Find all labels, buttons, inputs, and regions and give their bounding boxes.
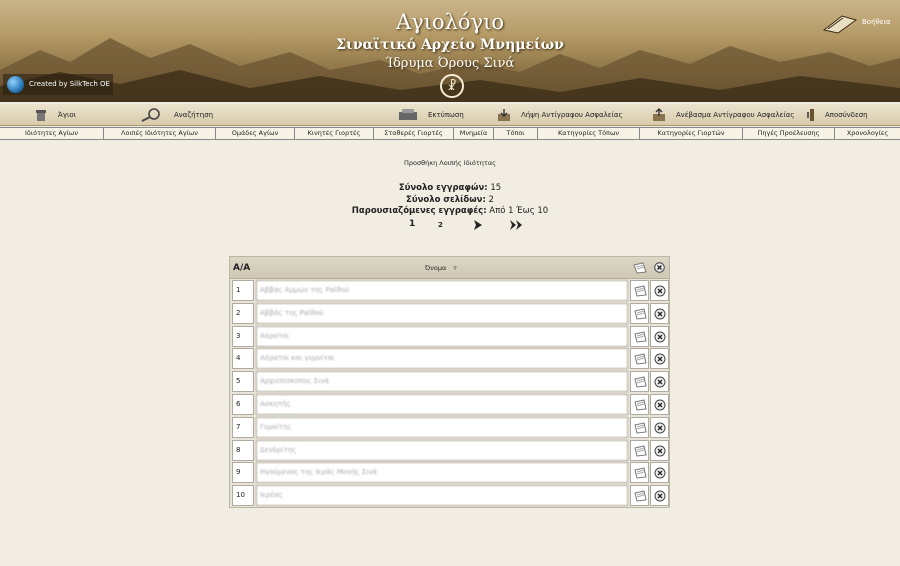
edit-row-button[interactable] (630, 417, 649, 438)
site-subtitle: Σιναϊτικό Αρχείο Μνημείων (336, 37, 564, 53)
table-row (230, 348, 669, 370)
total-records-label: Σύνολο εγγραφών: (398, 183, 488, 193)
main-menu (0, 127, 900, 140)
add-other-property-link[interactable]: Προσθήκη Λοιπής Ιδιότητας (404, 159, 496, 167)
sort-indicator-icon: ▿ (453, 264, 457, 272)
row-name: Αόρατοι και γυμνίται (256, 348, 628, 369)
table-row (230, 371, 669, 393)
edit-row-button[interactable] (630, 303, 649, 324)
edit-row-button[interactable] (630, 462, 649, 483)
row-index: 3 (232, 326, 254, 347)
row-index: 8 (232, 440, 254, 461)
edit-row-button[interactable] (630, 326, 649, 347)
row-index: 4 (232, 348, 254, 369)
pagination (0, 219, 900, 233)
download-backup-label: Λήψη Αντίγραφου Ασφαλείας (521, 111, 623, 119)
help-link[interactable]: Βοήθεια (862, 18, 891, 26)
edit-icon (634, 445, 647, 457)
delete-row-button[interactable] (650, 462, 669, 483)
edit-all-icon (633, 262, 647, 274)
menu-item-other-saint-properties[interactable]: Λοιπές Ιδιότητες Αγίων (104, 128, 216, 139)
logout-label: Αποσύνδεση (825, 111, 868, 119)
showing-records (0, 206, 900, 216)
search-button[interactable] (140, 104, 213, 126)
delete-icon (654, 308, 666, 320)
delete-icon (654, 422, 666, 434)
menu-item-feast-categories[interactable]: Κατηγορίες Γιορτών (640, 128, 743, 139)
delete-row-button[interactable] (650, 371, 669, 392)
upload-icon (652, 108, 666, 122)
row-name: Ιερέας (256, 485, 628, 506)
edit-row-button[interactable] (630, 371, 649, 392)
edit-row-button[interactable] (630, 394, 649, 415)
edit-icon (634, 331, 647, 343)
total-records (0, 183, 900, 193)
edit-icon (634, 422, 647, 434)
delete-row-button[interactable] (650, 280, 669, 301)
delete-row-button[interactable] (650, 303, 669, 324)
table-row (230, 394, 669, 416)
print-label: Εκτύπωση (428, 111, 464, 119)
row-name: Ηγούμενος της Ιεράς Μονής Σινά (256, 462, 628, 483)
menu-item-places[interactable]: Τόποι (494, 128, 538, 139)
table-header (230, 257, 669, 279)
upload-backup-label: Ανέβασμα Αντίγραφου Ασφαλείας (676, 111, 795, 119)
menu-item-sources[interactable]: Πηγές Προέλευσης (743, 128, 835, 139)
row-name: Δενδρίτης (256, 440, 628, 461)
edit-icon (634, 490, 647, 502)
delete-row-button[interactable] (650, 394, 669, 415)
page-1-link[interactable]: 1 (409, 219, 416, 229)
search-label: Αναζήτηση (174, 111, 214, 119)
total-records-value: 15 (490, 183, 502, 193)
header-banner (0, 0, 900, 102)
last-page-icon[interactable] (510, 220, 524, 230)
row-index: 6 (232, 394, 254, 415)
column-index-header: Α/Α (233, 263, 251, 273)
delete-row-button[interactable] (650, 326, 669, 347)
delete-icon (654, 445, 666, 457)
row-index: 2 (232, 303, 254, 324)
row-name: Αββάς της Ραϊθού (256, 303, 628, 324)
delete-row-button[interactable] (650, 485, 669, 506)
menu-item-saint-groups[interactable]: Ομάδες Αγίων (216, 128, 295, 139)
globe-icon (7, 76, 24, 93)
saints-button[interactable] (34, 104, 76, 126)
table-row (230, 440, 669, 462)
edit-icon (634, 353, 647, 365)
menu-item-fixed-feasts[interactable]: Σταθερές Γιορτές (374, 128, 454, 139)
row-name: Αόρατοι (256, 326, 628, 347)
delete-icon (654, 376, 666, 388)
edit-icon (634, 399, 647, 411)
row-index: 7 (232, 417, 254, 438)
total-pages-label: Σύνολο σελίδων: (406, 195, 486, 205)
search-icon (140, 108, 164, 122)
records-table (229, 256, 670, 508)
chi-rho-seal-icon: ☧ (440, 74, 464, 98)
edit-icon (634, 308, 647, 320)
saints-icon (34, 108, 48, 122)
total-pages-value: 2 (488, 195, 494, 205)
delete-icon (654, 285, 666, 297)
row-index: 1 (232, 280, 254, 301)
delete-icon (654, 399, 666, 411)
showing-records-value: Από 1 Έως 10 (489, 206, 549, 216)
download-icon (497, 108, 511, 122)
row-name: Αββάς Αμμών της Ραϊθού (256, 280, 628, 301)
row-index: 9 (232, 462, 254, 483)
menu-item-movable-feasts[interactable]: Κινητές Γιορτές (295, 128, 374, 139)
row-name: Ασκητής (256, 394, 628, 415)
table-row (230, 326, 669, 348)
print-button[interactable] (398, 104, 464, 126)
row-index: 5 (232, 371, 254, 392)
edit-icon (634, 285, 647, 297)
column-name-label: Όνομα (425, 264, 447, 272)
edit-row-button[interactable] (630, 348, 649, 369)
download-backup-button[interactable] (497, 104, 623, 126)
menu-item-place-categories[interactable]: Κατηγορίες Τόπων (538, 128, 640, 139)
delete-row-button[interactable] (650, 440, 669, 461)
menu-item-monuments[interactable]: Μνημεία (454, 128, 494, 139)
menu-item-saint-properties[interactable]: Ιδιότητες Αγίων (0, 128, 104, 139)
edit-icon (634, 376, 647, 388)
delete-icon (654, 331, 666, 343)
site-title: Αγιολόγιο (396, 10, 504, 34)
upload-backup-button[interactable] (652, 104, 794, 126)
delete-icon (654, 467, 666, 479)
toolbar (0, 104, 900, 126)
showing-records-label: Παρουσιαζόμενες εγγραφές: (351, 206, 487, 216)
help-book-icon[interactable] (822, 12, 858, 34)
created-by-text: Created by SilkTech OE (29, 80, 110, 88)
logout-icon (805, 108, 819, 122)
edit-row-button[interactable] (630, 485, 649, 506)
delete-icon (654, 490, 666, 502)
delete-row-button[interactable] (650, 348, 669, 369)
delete-all-icon (654, 262, 665, 273)
menu-item-chronologies[interactable]: Χρονολογίες (846, 129, 889, 137)
next-page-icon[interactable] (473, 220, 483, 230)
edit-row-button[interactable] (630, 440, 649, 461)
site-subtitle-2: Ίδρυμα Όρους Σινά (385, 56, 515, 71)
saints-label: Άγιοι (58, 111, 77, 119)
edit-icon (634, 467, 647, 479)
table-row (230, 303, 669, 325)
page-2-link[interactable]: 2 (438, 221, 443, 229)
created-by-badge[interactable] (3, 74, 113, 95)
table-row (230, 417, 669, 439)
printer-icon (398, 108, 418, 122)
table-row (230, 280, 669, 302)
row-index: 10 (232, 485, 254, 506)
column-name-header[interactable] (425, 264, 457, 272)
table-row (230, 462, 669, 484)
row-name: Γυμνίτης (256, 417, 628, 438)
logout-button[interactable] (805, 104, 868, 126)
edit-row-button[interactable] (630, 280, 649, 301)
total-pages (0, 195, 900, 205)
row-name: Αρχιεπίσκοπος Σινά (256, 371, 628, 392)
table-row (230, 485, 669, 507)
delete-icon (654, 353, 666, 365)
delete-row-button[interactable] (650, 417, 669, 438)
